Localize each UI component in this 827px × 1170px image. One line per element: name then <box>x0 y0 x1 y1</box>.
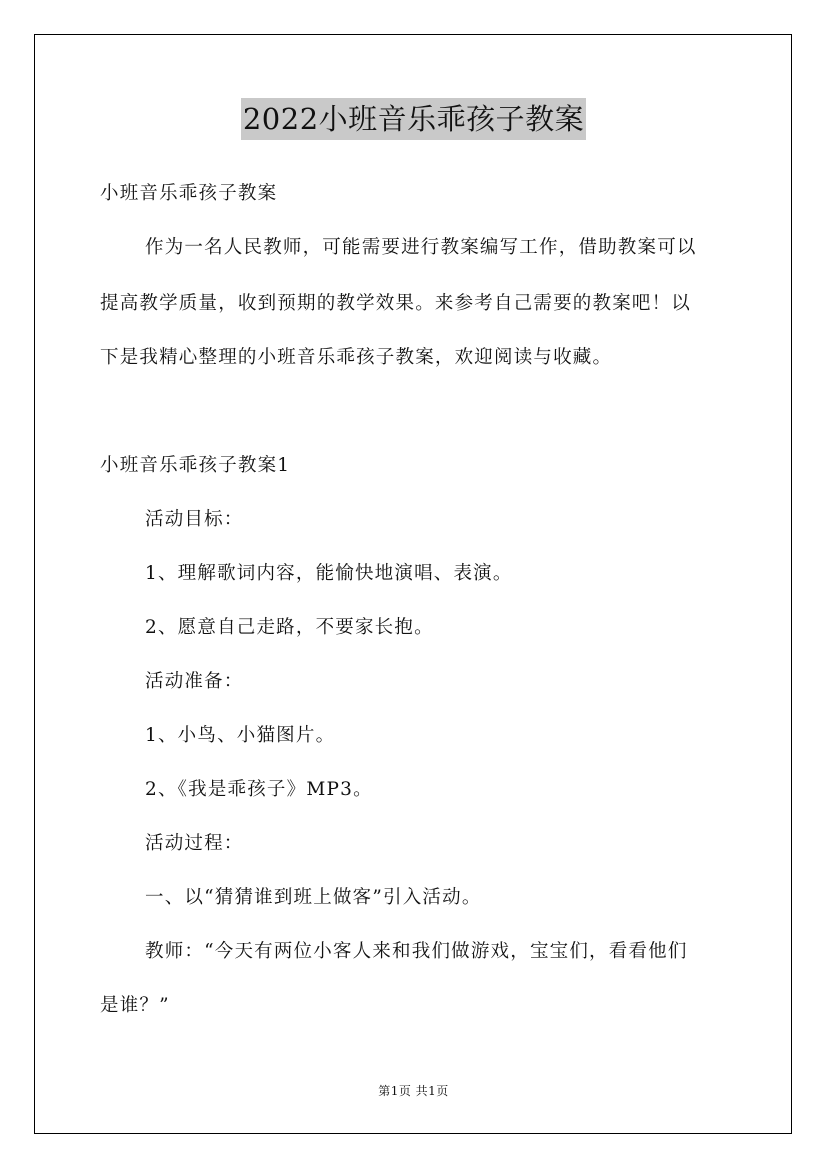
body-line-6: 2、《我是乖孩子》MP3。 <box>145 779 373 800</box>
body-line-8: 一、以“猜猜谁到班上做客”引入活动。 <box>145 887 482 908</box>
body-line-3: 2、愿意自己走路，不要家长抱。 <box>145 617 434 638</box>
body-line-9: 教师：“今天有两位小客人来和我们做游戏，宝宝们，看看他们 <box>145 941 688 962</box>
document-title: 2022小班音乐乖孩子教案 <box>241 98 586 140</box>
title-container <box>0 98 827 140</box>
body-line-7: 活动过程： <box>145 833 244 854</box>
intro-line-3: 下是我精心整理的小班音乐乖孩子教案，欢迎阅读与收藏。 <box>100 347 613 368</box>
page-footer: 第1页 共1页 <box>378 1084 449 1098</box>
document-subtitle: 小班音乐乖孩子教案 <box>100 183 278 204</box>
intro-line-1: 作为一名人民教师，可能需要进行教案编写工作，借助教案可以 <box>145 237 697 258</box>
body-line-4: 活动准备： <box>145 671 244 692</box>
intro-line-2: 提高教学质量，收到预期的教学效果。来参考自己需要的教案吧！以 <box>100 293 692 314</box>
body-line-10: 是谁？” <box>100 995 170 1016</box>
body-line-5: 1、小鸟、小猫图片。 <box>145 725 336 746</box>
section-heading: 小班音乐乖孩子教案1 <box>100 455 291 476</box>
body-line-2: 1、理解歌词内容，能愉快地演唱、表演。 <box>145 563 513 584</box>
body-line-1: 活动目标： <box>145 509 244 530</box>
